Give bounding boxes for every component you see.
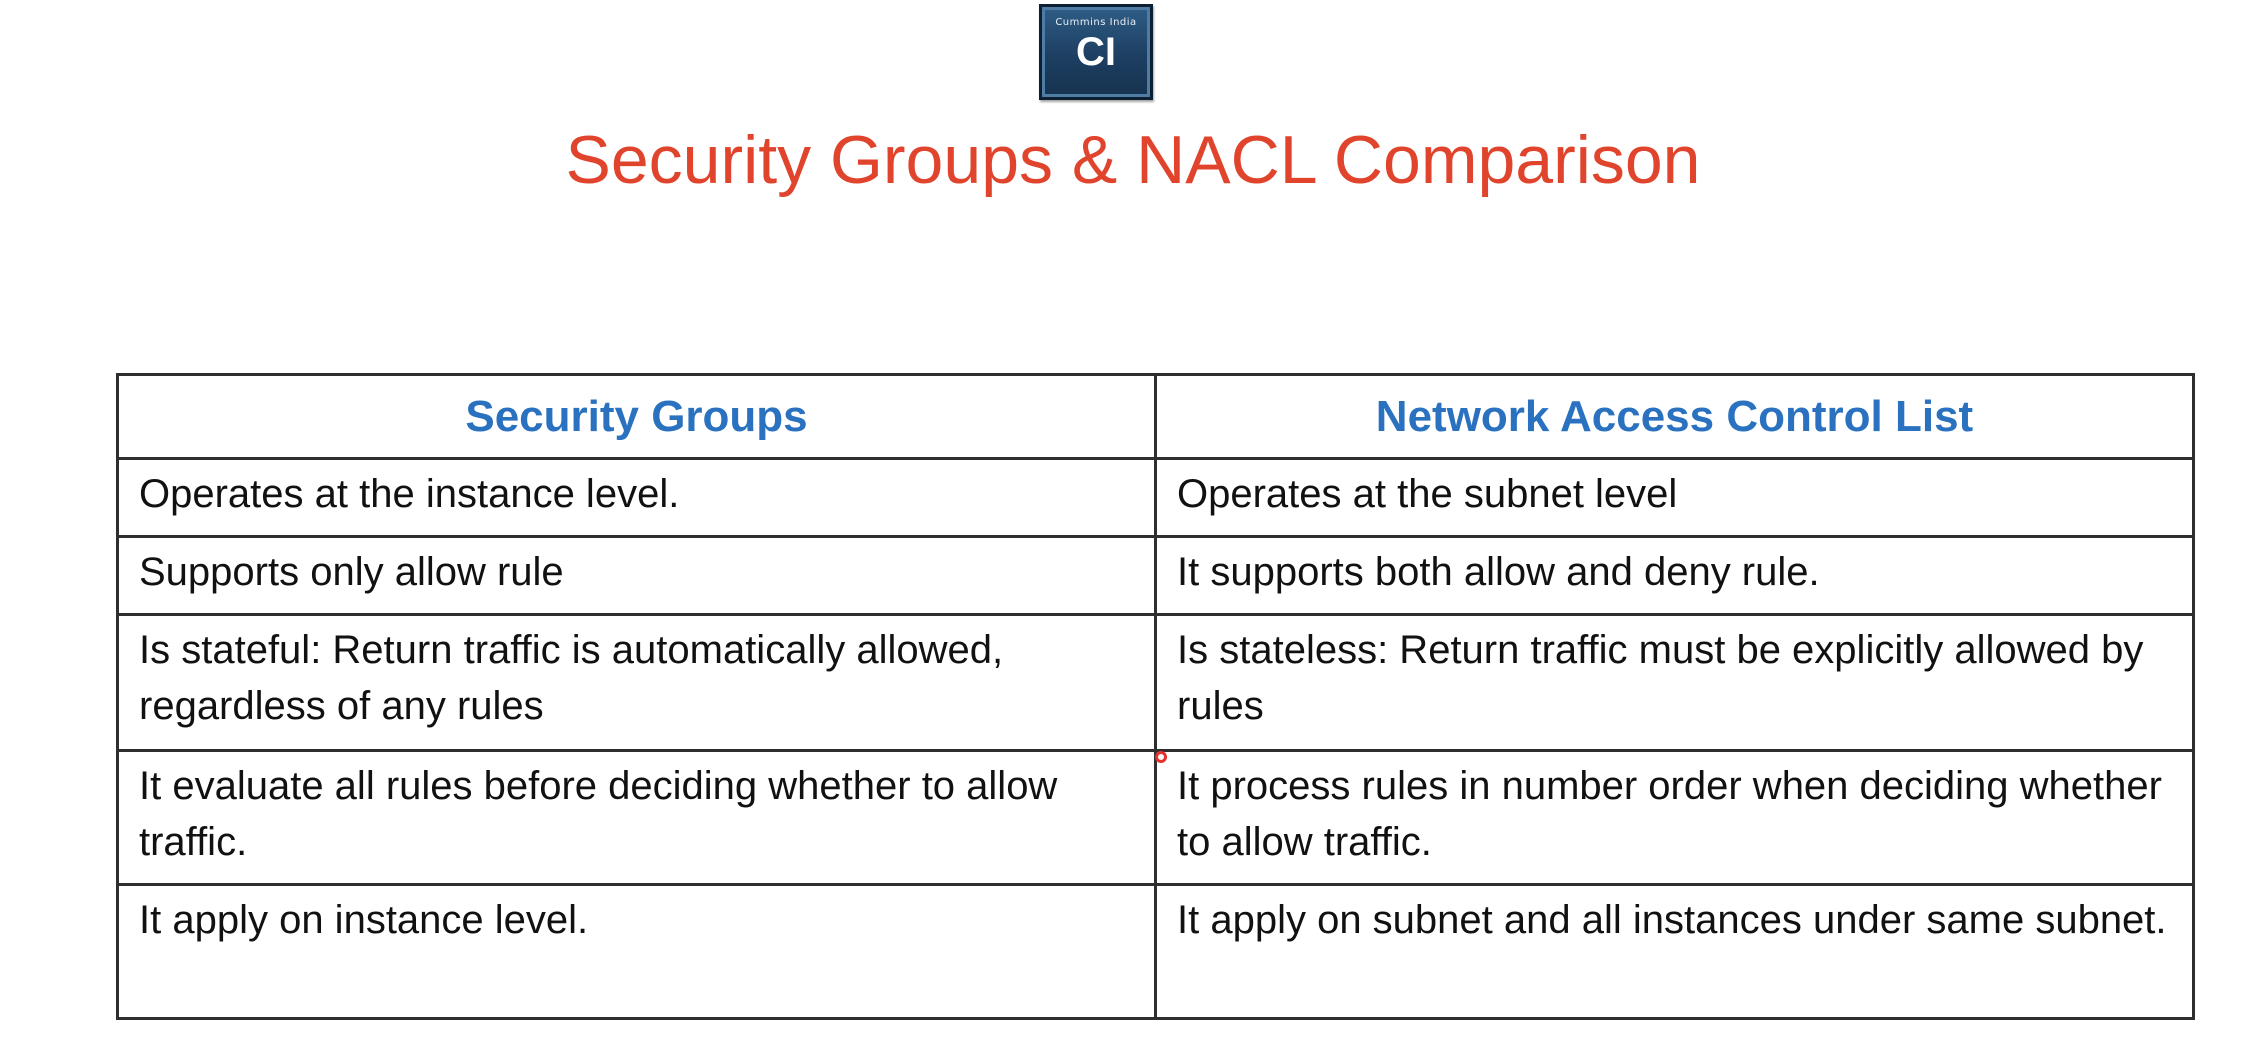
logo-main-text: CI	[1076, 30, 1116, 74]
table-cell: Operates at the instance level.	[118, 459, 1156, 537]
table-cell: It process rules in number order when deciding whether to allow traffic.	[1156, 751, 2194, 885]
table-row	[118, 751, 2194, 885]
table-header-row	[118, 375, 2194, 459]
table-cell: Is stateless: Return traffic must be explicitly allowed by rules	[1156, 615, 2194, 751]
header-nacl: Network Access Control List	[1156, 375, 2194, 459]
table-cell: Supports only allow rule	[118, 537, 1156, 615]
table-cell: It apply on instance level.	[118, 885, 1156, 1019]
table-cell: Is stateful: Return traffic is automatically allowed, regardless of any rules	[118, 615, 1156, 751]
table-cell: Operates at the subnet level	[1156, 459, 2194, 537]
header-security-groups: Security Groups	[118, 375, 1156, 459]
table-row	[118, 615, 2194, 751]
table-cell: It apply on subnet and all instances under same subnet.	[1156, 885, 2194, 1019]
pointer-cursor-icon	[1155, 751, 1167, 763]
table-row	[118, 537, 2194, 615]
table-row	[118, 885, 2194, 1019]
page-title: Security Groups & NACL Comparison	[565, 122, 1701, 198]
logo-top-text: Cummins India	[1055, 17, 1137, 28]
table-row	[118, 459, 2194, 537]
table-cell: It evaluate all rules before deciding whether to allow traffic.	[118, 751, 1156, 885]
comparison-table	[116, 373, 2195, 1020]
logo	[1039, 4, 1153, 100]
table-cell: It supports both allow and deny rule.	[1156, 537, 2194, 615]
